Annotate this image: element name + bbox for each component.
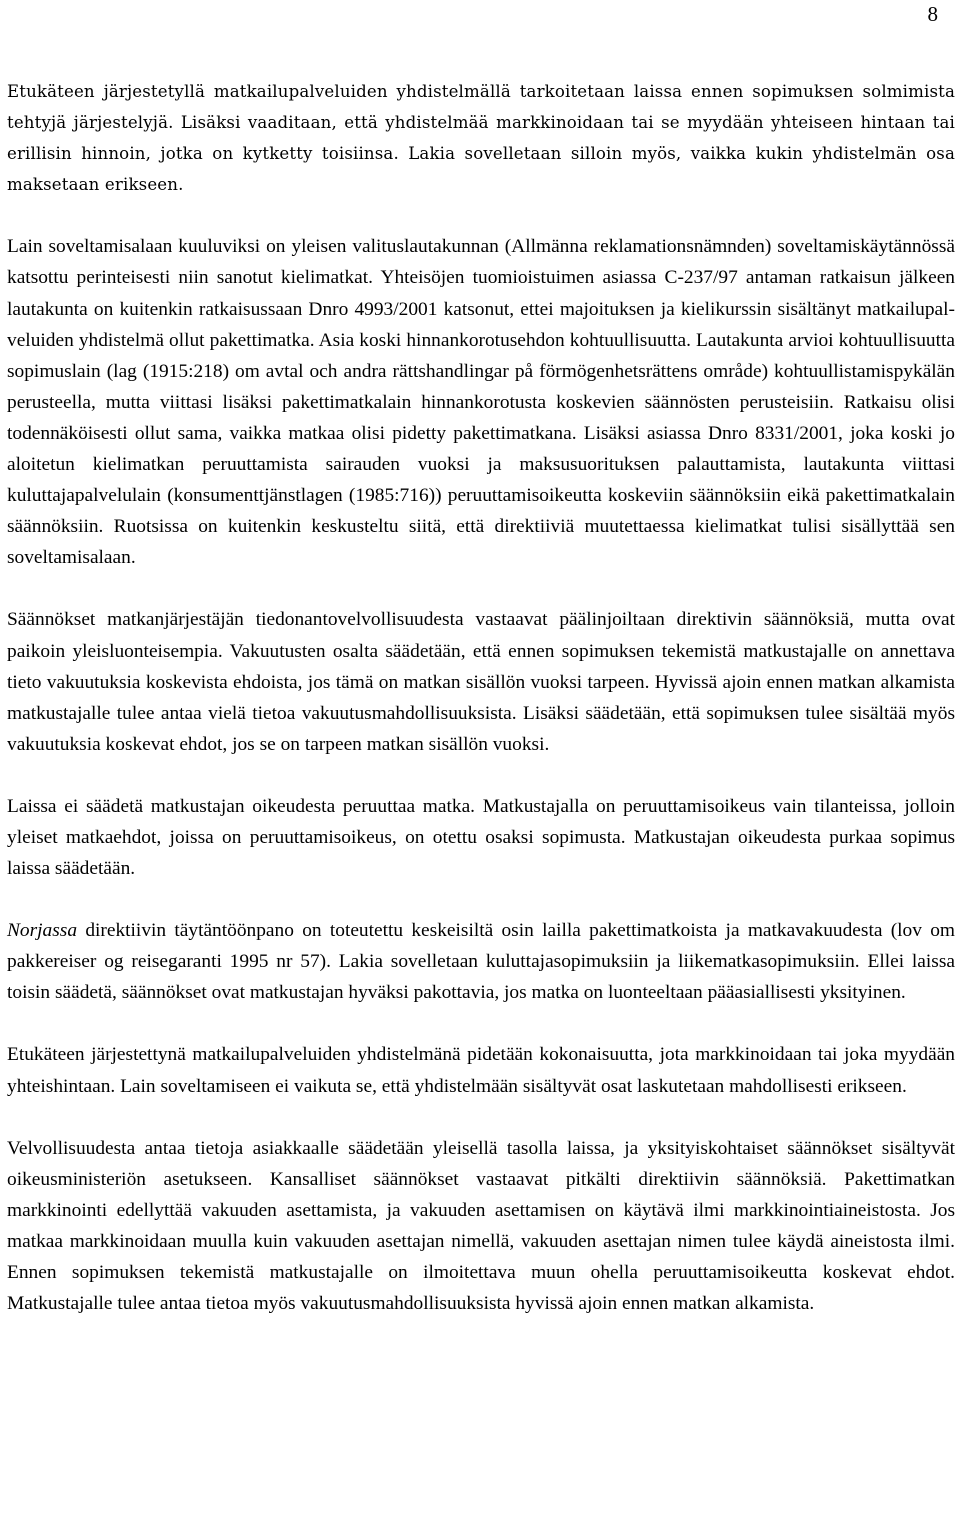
paragraph-language-trips: Lain soveltamisalaan kuuluviksi on yleisen valituslautakunnan (Allmänna reklamationsnämnden) soveltamiskäytännössä katsottu perinteisesti niin sanotut kielimatkat. Yhteisöjen tuomioistuimen asiassa C-237/97 antaman ratkaisun jälkeen lautakunta on kuitenkin ratkaisussaan Dnro 4993/2001 katsonut, ettei majoituksen ja kielikurssin sisältänyt matkailupalveluiden yhdistelmä ollut pakettimatka. Asia koski hinnankorotusehdon kohtuullisuutta. Lautakunta arvioi kohtuullisuutta sopimuslain (lag (1915:218) om avtal och andra rättshandlingar på förmögenhetsrättens område) kohtuullistamispykälän perusteella, mutta viittasi lisäksi pakettimatkalain hinnankorotusta koskevien säännösten perusteisiin. Ratkaisu olisi todennäköisesti ollut sama, vaikka matkaa olisi pidetty pakettimatkana. Lisäksi asiassa Dnro 8331/2001, joka koski jo aloitetun kielimatkan peruuttamista sairauden vuoksi ja maksusuorituksen palauttamista, lautakunta viittasi kuluttajapalvelulain (konsumenttjänstlagen (1985:716)) peruuttamisoikeutta koskeviin säännöksiin eikä pakettimatkalain säännöksiin. Ruotsissa on kuitenkin keskusteltu siitä, että direktiiviä muutettaessa kielimatkat tulisi sisällyttää sen soveltamisalaan. bbox=[7, 236, 955, 569]
paragraph-cancellation-right: Laissa ei säädetä matkustajan oikeudesta peruuttaa matka. Matkustajalla on peruuttamisoikeus vain tilanteissa, jolloin yleiset matkaehdot, joissa on peruuttamisoikeus, on otettu osaksi sopimusta. Matkustajan oikeudesta purkaa sopimus laissa säädetään. bbox=[7, 795, 955, 880]
paragraph-norway-text: direktiivin täytäntöönpano on toteutettu keskeisiltä osin lailla pakettimatkoista ja matkavakuudesta (lov om pakkereiser og reisegaranti 1995 nr 57). Lakia sovelletaan kuluttajasopimuksiin ja liikematkasopimuksiin. Ellei laissa toisin säädetä, säännökset ovat matkustajan hyväksi pakottavia, jos matka on luonteeltaan pääasiallisesti yksityinen. bbox=[7, 920, 955, 1004]
paragraph-norway bbox=[7, 915, 955, 1008]
page-number: 8 bbox=[927, 2, 938, 26]
paragraph-information-duty: Säännökset matkanjärjestäjän tiedonantovelvollisuudesta vastaavat päälinjoiltaan direktivin säännöksiä, mutta ovat paikoin yleisluonteisempia. Vakuutusten osalta säädetään, että ennen sopimuksen tekemistä matkustajalle on annettava tieto vakuutuksia koskevista ehdoista, jos tämä on matkan sisällön vuoksi tarpeen. Hyvissä ajoin ennen matkan alkamista matkustajalle tulee antaa vielä tietoa vakuutusmahdollisuuksista. Lisäksi säädetään, että sopimuksen tulee sisältää myös vakuutuksia koskevat ehdot, jos se on tarpeen matkan sisällön vuoksi. bbox=[7, 609, 955, 755]
paragraph-package-definition: Etukäteen järjestetyllä matkailupalveluiden yhdistelmällä tarkoitetaan laissa ennen sopimuksen solmimista tehtyjä järjestelyjä. Lisäksi vaaditaan, että yhdistelmää markkinoidaan tai se myydään yhteiseen hintaan tai erillisin hinnoin, jotka on kytketty toisiinsa. Lakia sovelletaan silloin myös, vaikka kukin yhdistelmän osa maksetaan erikseen. bbox=[7, 82, 955, 195]
paragraph-norway-combination: Etukäteen järjestettynä matkailupalveluiden yhdistelmänä pidetään kokonaisuutta, jota markkinoidaan tai joka myydään yhteishintaan. Lain soveltamiseen ei vaikuta se, että yhdistelmään sisältyvät osat laskutetaan mahdollisesti erikseen. bbox=[7, 1044, 955, 1097]
country-name-norway: Norjassa bbox=[7, 920, 78, 942]
document-body bbox=[7, 76, 955, 1319]
paragraph-norway-information: Velvollisuudesta antaa tietoja asiakkaalle säädetään yleisellä tasolla laissa, ja yksityiskohtaiset säännökset sisältyvät oikeusministeriön asetukseen. Kansalliset säännökset vastaavat pitkälti direktiivin säännöksiä. Pakettimatkan markkinointi edellyttää vakuuden asettamista, ja vakuuden asettamisen on käytävä ilmi markkinointiaineistosta. Jos matkaa markkinoidaan muulla kuin vakuuden asettajan nimellä, vakuuden asettajan nimen tulee käydä aineistosta ilmi. Ennen sopimuksen tekemistä matkustajalle on ilmoitettava muun ohella peruuttamisoikeutta koskevat ehdot. Matkustajalle tulee antaa tietoa myös vakuutusmahdollisuuksista hyvissä ajoin ennen matkan alkamista. bbox=[7, 1137, 955, 1315]
